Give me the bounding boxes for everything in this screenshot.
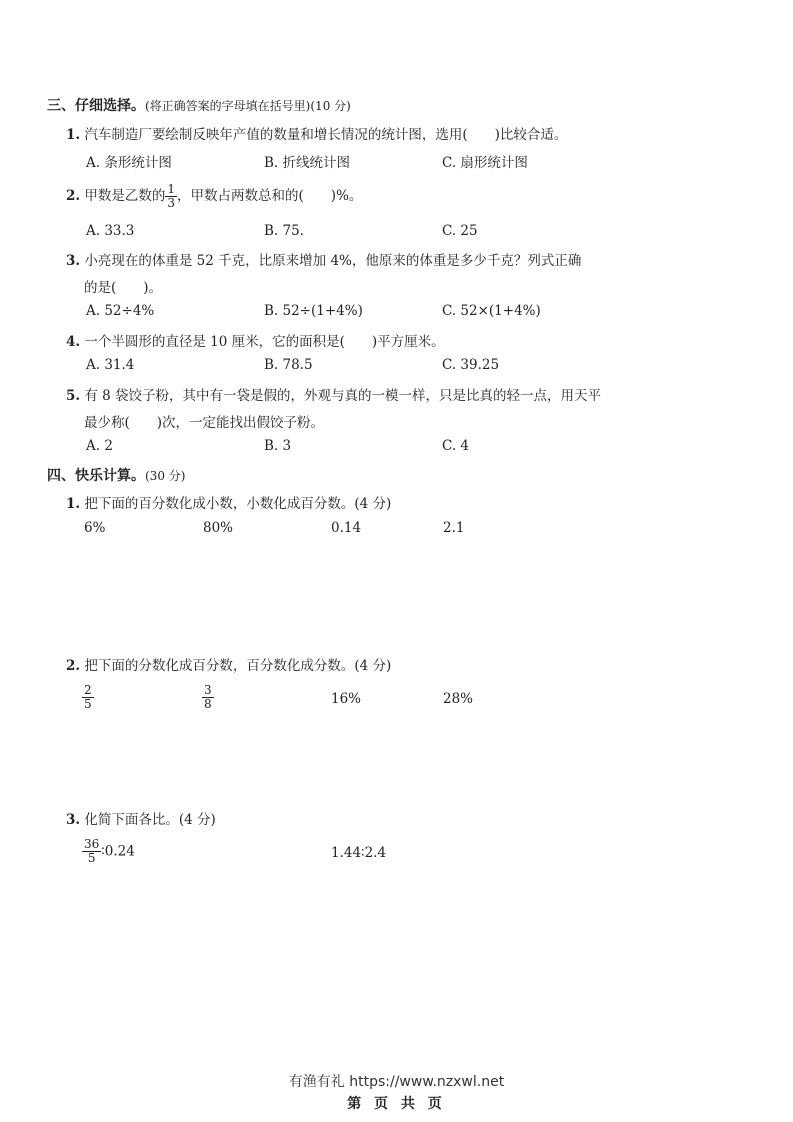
- question-4-2: [66, 654, 391, 674]
- conversion-item: 0.14: [331, 520, 362, 536]
- question-3-5: [66, 384, 601, 404]
- fraction-numerator: 36: [84, 837, 100, 851]
- section-4-heading: [47, 465, 185, 485]
- question-number: 3.: [66, 812, 81, 828]
- question-text: 有 8 袋饺子粉，其中有一袋是假的，外观与真的一模一样，只是比真的轻一点，用天平: [84, 388, 602, 404]
- fraction-denominator: 3: [167, 196, 176, 210]
- fraction: [202, 684, 214, 711]
- option-b: B. 75.: [264, 223, 304, 239]
- option-c: C. 扇形统计图: [442, 155, 528, 171]
- fraction-denominator: 5: [87, 851, 96, 865]
- question-text-continued: 的是( )。: [84, 280, 163, 296]
- section-4-title: 四、快乐计算。: [47, 468, 145, 484]
- question-3-3: [66, 249, 581, 269]
- section-3-heading: [47, 95, 351, 115]
- question-text: 化简下面各比。(4 分): [84, 812, 216, 828]
- option-b: B. 3: [264, 438, 292, 454]
- question-4-1: [66, 492, 391, 512]
- conversion-item: [82, 684, 94, 711]
- question-number: 3.: [66, 253, 81, 269]
- conversion-item: [202, 684, 214, 711]
- option-c: C. 52×(1+4%): [442, 303, 541, 319]
- question-number: 1.: [66, 496, 81, 512]
- fraction: [82, 684, 94, 711]
- conversion-item: 16%: [331, 691, 362, 707]
- section-3-title: 三、仔细选择。: [47, 98, 145, 114]
- question-3-1: [66, 123, 567, 143]
- question-number: 2.: [66, 658, 81, 674]
- question-number: 1.: [66, 127, 81, 143]
- question-number: 2.: [66, 188, 81, 204]
- question-text: 汽车制造厂要绘制反映年产值的数量和增长情况的统计图，选用( )比较合适。: [84, 127, 568, 143]
- conversion-item: 28%: [443, 691, 474, 707]
- fraction-numerator: 1: [167, 182, 176, 196]
- conversion-item: 2.1: [443, 520, 465, 536]
- section-3-note: (将正确答案的字母填在括号里): [145, 99, 311, 113]
- option-b: B. 78.5: [264, 357, 313, 373]
- option-c: C. 39.25: [442, 357, 500, 373]
- option-c: C. 25: [442, 223, 478, 239]
- option-c: C. 4: [442, 438, 470, 454]
- question-text: 一个半圆形的直径是 10 厘米，它的面积是( )平方厘米。: [84, 334, 445, 350]
- question-text-continued: 最少称( )次，一定能找出假饺子粉。: [84, 415, 325, 431]
- fraction-numerator: 3: [204, 683, 212, 697]
- fraction: [165, 183, 177, 210]
- conversion-item: 6%: [84, 520, 106, 536]
- ratio-item: [82, 838, 135, 865]
- footer-source: 有渔有礼 https://www.nzxwl.net: [288, 1074, 505, 1090]
- question-number: 5.: [66, 388, 81, 404]
- option-a: A. 33.3: [86, 223, 135, 239]
- fraction-denominator: 8: [204, 697, 212, 711]
- question-number: 4.: [66, 334, 81, 350]
- option-b: B. 52÷(1+4%): [264, 303, 363, 319]
- ratio-item: 1.44∶2.4: [331, 845, 387, 861]
- fraction: [82, 838, 101, 865]
- option-b: B. 折线统计图: [264, 155, 351, 171]
- question-text: 把下面的分数化成百分数，百分数化成分数。(4 分): [84, 658, 392, 674]
- question-3-2: [66, 183, 362, 210]
- fraction-denominator: 5: [84, 697, 92, 711]
- question-text: ，甲数占两数总和的( )%。: [177, 188, 363, 204]
- section-3-score: (10 分): [310, 99, 351, 113]
- option-a: A. 52÷4%: [86, 303, 155, 319]
- question-text: 甲数是乙数的: [84, 188, 166, 204]
- option-a: A. 31.4: [86, 357, 135, 373]
- ratio-rest: ∶0.24: [101, 843, 135, 860]
- option-a: A. 条形统计图: [86, 155, 172, 171]
- conversion-item: 80%: [203, 520, 234, 536]
- question-text: 把下面的百分数化成小数，小数化成百分数。(4 分): [84, 496, 392, 512]
- option-a: A. 2: [86, 438, 113, 454]
- page-counter: 第 页 共 页: [347, 1096, 446, 1112]
- fraction-numerator: 2: [84, 683, 92, 697]
- section-4-score: (30 分): [145, 469, 186, 483]
- question-3-4: [66, 330, 445, 350]
- question-text: 小亮现在的体重是 52 千克，比原来增加 4%，他原来的体重是多少千克？列式正确: [84, 253, 582, 269]
- question-4-3: [66, 808, 216, 828]
